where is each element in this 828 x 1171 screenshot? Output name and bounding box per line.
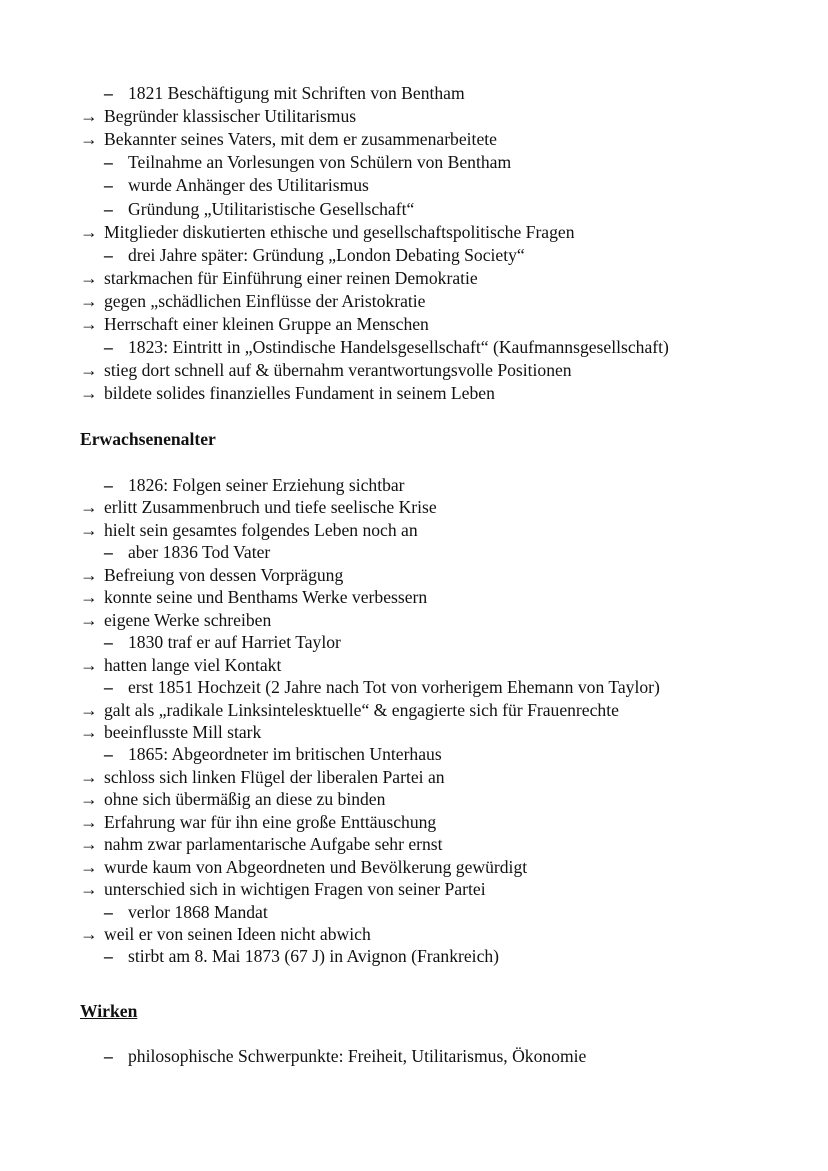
line-text: verlor 1868 Mandat [128, 901, 268, 922]
bullet-item [104, 945, 499, 967]
line-text: konnte seine und Benthams Werke verbessern [104, 587, 428, 608]
arrow-item [80, 699, 619, 721]
line-text: beeinflusste Mill stark [104, 721, 262, 742]
arrow-icon: → [80, 497, 98, 518]
arrow-icon: → [80, 290, 98, 311]
dash-bullet-icon: – [104, 1046, 113, 1066]
arrow-icon: → [80, 221, 98, 242]
arrow-item [80, 519, 418, 541]
bullet-item [104, 1045, 586, 1067]
arrow-item [80, 267, 478, 289]
arrow-icon: → [80, 654, 98, 675]
line-text: eigene Werke schreiben [104, 609, 272, 630]
arrow-item [80, 221, 575, 243]
heading-erwachsenenalter: Erwachsenenalter [80, 429, 216, 449]
line-text: Erfahrung war für ihn eine große Enttäuschung [104, 811, 437, 832]
arrow-icon: → [80, 106, 98, 127]
bullet-item [104, 631, 341, 653]
line-text: erlitt Zusammenbruch und tiefe seelische Krise [104, 497, 437, 518]
line-text: starkmachen für Einführung einer reinen Demokratie [104, 267, 478, 288]
arrow-icon: → [80, 609, 98, 630]
arrow-item [80, 359, 572, 381]
dash-bullet-icon: – [104, 152, 113, 173]
line-text: aber 1836 Tod Vater [128, 542, 271, 563]
line-text: 1823: Eintritt in „Ostindische Handelsgesellschaft“ (Kaufmannsgesellschaft) [128, 337, 669, 358]
bullet-item [104, 244, 525, 266]
dash-bullet-icon: – [104, 475, 113, 495]
arrow-item [80, 833, 443, 855]
bullet-item [104, 151, 511, 173]
arrow-icon: → [80, 834, 98, 855]
arrow-item [80, 609, 271, 631]
arrow-item [80, 564, 343, 586]
dash-bullet-icon: – [104, 83, 113, 103]
bullet-item [104, 82, 465, 104]
line-text: stirbt am 8. Mai 1873 (67 J) in Avignon (Frankreich) [128, 946, 500, 967]
arrow-item [80, 496, 437, 518]
line-text: philosophische Schwerpunkte: Freiheit, Utilitarismus, Ökonomie [128, 1046, 587, 1066]
arrow-icon: → [80, 699, 98, 720]
line-text: gegen „schädlichen Einflüsse der Aristokratie [104, 290, 426, 311]
line-text: Begründer klassischer Utilitarismus [104, 106, 357, 127]
line-text: Mitglieder diskutierten ethische und gesellschaftspolitische Fragen [104, 221, 575, 242]
dash-bullet-icon: – [104, 198, 113, 219]
line-text: 1830 traf er auf Harriet Taylor [128, 632, 341, 653]
line-text: hatten lange viel Kontakt [104, 654, 282, 675]
arrow-icon: → [80, 924, 98, 944]
bullet-item [104, 474, 405, 496]
arrow-icon: → [80, 856, 98, 877]
line-text: nahm zwar parlamentarische Aufgabe sehr ernst [104, 834, 443, 855]
arrow-icon: → [80, 383, 98, 404]
line-text: Teilnahme an Vorlesungen von Schülern von Bentham [128, 152, 512, 173]
arrow-item [80, 766, 445, 788]
arrow-item [80, 382, 495, 404]
bullet-item [104, 336, 669, 358]
dash-bullet-icon: – [104, 677, 113, 698]
arrow-item [80, 290, 425, 312]
arrow-icon: → [80, 564, 98, 585]
line-text: schloss sich linken Flügel der liberalen Partei an [104, 766, 445, 787]
arrow-icon: → [80, 267, 98, 288]
arrow-item [80, 788, 385, 810]
arrow-item [80, 923, 371, 945]
arrow-icon: → [80, 789, 98, 810]
heading-wirken: Wirken [80, 1001, 138, 1021]
dash-bullet-icon: – [104, 946, 113, 967]
bullet-item [104, 676, 660, 698]
arrow-icon: → [80, 519, 98, 540]
dash-bullet-icon: – [104, 337, 113, 358]
line-text: ohne sich übermäßig an diese zu binden [104, 789, 386, 810]
line-text: hielt sein gesamtes folgendes Leben noch an [104, 519, 418, 540]
bullet-item [104, 198, 414, 220]
arrow-item [80, 586, 427, 608]
arrow-icon: → [80, 129, 98, 150]
line-text: 1865: Abgeordneter im britischen Unterhaus [128, 744, 442, 765]
arrow-icon: → [80, 811, 98, 832]
line-text: wurde kaum von Abgeordneten und Bevölkerung gewürdigt [104, 856, 528, 877]
arrow-icon: → [80, 879, 98, 900]
dash-bullet-icon: – [104, 632, 113, 653]
line-text: unterschied sich in wichtigen Fragen von seiner Partei [104, 879, 486, 900]
arrow-icon: → [80, 587, 98, 608]
arrow-icon: → [80, 721, 98, 742]
line-text: Gründung „Utilitaristische Gesellschaft“ [128, 198, 415, 219]
arrow-item [80, 313, 429, 335]
bullet-item [104, 541, 270, 563]
line-text: stieg dort schnell auf & übernahm verantwortungsvolle Positionen [104, 360, 572, 381]
arrow-icon: → [80, 766, 98, 787]
line-text: 1821 Beschäftigung mit Schriften von Bentham [128, 83, 465, 103]
arrow-icon: → [80, 314, 98, 334]
dash-bullet-icon: – [104, 744, 113, 765]
line-text: galt als „radikale Linksintelesktuelle“ & engagierte sich für Frauenrechte [104, 699, 619, 720]
arrow-item [80, 811, 436, 833]
bullet-item [104, 901, 268, 923]
line-text: drei Jahre später: Gründung „London Debating Society“ [128, 244, 525, 265]
arrow-item [80, 128, 497, 150]
arrow-item [80, 878, 486, 900]
dash-bullet-icon: – [104, 244, 113, 265]
line-text: Befreiung von dessen Vorprägung [104, 564, 344, 585]
line-text: Bekannter seines Vaters, mit dem er zusammenarbeitete [104, 129, 497, 150]
arrow-item [80, 721, 261, 743]
arrow-item [80, 654, 281, 676]
arrow-item [80, 856, 527, 878]
arrow-icon: → [80, 360, 98, 381]
dash-bullet-icon: – [104, 901, 113, 922]
line-text: weil er von seinen Ideen nicht abwich [104, 924, 371, 944]
dash-bullet-icon: – [104, 542, 113, 563]
line-text: erst 1851 Hochzeit (2 Jahre nach Tot von vorherigem Ehemann von Taylor) [128, 677, 660, 698]
dash-bullet-icon: – [104, 175, 113, 196]
arrow-item [80, 105, 356, 127]
line-text: Herrschaft einer kleinen Gruppe an Menschen [104, 314, 429, 334]
line-text: wurde Anhänger des Utilitarismus [128, 175, 369, 196]
line-text: 1826: Folgen seiner Erziehung sichtbar [128, 475, 405, 495]
bullet-item [104, 743, 442, 765]
bullet-item [104, 174, 369, 196]
line-text: bildete solides finanzielles Fundament in seinem Leben [104, 383, 495, 404]
